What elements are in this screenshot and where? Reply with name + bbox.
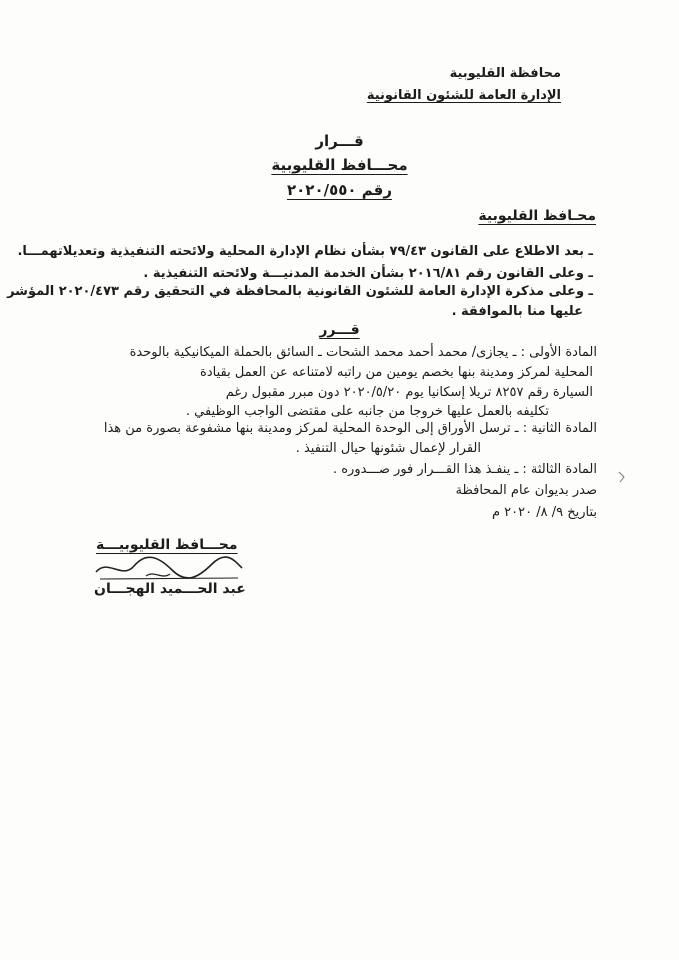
article-first-line-1: المادة الأولى : ـ يجازى/ محمد أحمد محمد الشحات ـ السائق بالحملة الميكانيكية بالوحدة — [129, 345, 597, 360]
signature-name: عبد الحـــميد الهجـــان — [94, 581, 246, 597]
decree-issuer: محـــافظ القليوبية — [271, 156, 408, 174]
preamble-line-2: ـ وعلى القانون رقم ٢٠١٦/٨١ بشأن الخدمة المدنيـــة ولائحته التنفيذية . — [143, 266, 593, 281]
header-department: الإدارة العامة للشئون القانونية — [366, 88, 561, 103]
header-governorate: محافظة القليوبية — [449, 66, 561, 81]
article-third: المادة الثالثة : ـ ينفـذ هذا القـــرار فور صـــدوره . — [332, 462, 597, 477]
signature-title: محـــافظ القليوبيـــة — [96, 537, 238, 553]
article-first-line-2: المحلية لمركز ومدينة بنها بخصم يومين من راتبه لامتناعه عن العمل بقيادة — [200, 365, 593, 380]
handwritten-signature — [88, 552, 248, 584]
decision-heading: قـــرر — [319, 322, 360, 338]
issued-date: بتاريخ ٩/ ٨/ ٢٠٢٠ م — [491, 505, 597, 520]
issued-at: صدر بديوان عام المحافظة — [455, 483, 597, 498]
article-second-line-2: القرار لإعمال شئونها حيال التنفيذ . — [295, 441, 481, 456]
article-first-line-4: تكليفه بالعمل عليها خروجا من جانبه على مقتضى الواجب الوظيفي . — [185, 404, 549, 419]
article-first-line-3: السيارة رقم ٨٢٥٧ تريلا إسكانيا يوم ٢٠٢٠/٥/٢٠ دون مبرر مقبول رغم — [225, 385, 593, 400]
decree-number: رقم ٢٠٢٠/٥٥٠ — [286, 181, 393, 199]
preamble-line-4: عليها منا بالموافقة . — [451, 304, 583, 319]
margin-mark-icon — [616, 470, 628, 484]
addressee: محـافظ القليوبية — [478, 208, 596, 224]
preamble-line-3: ـ وعلى مذكرة الإدارة العامة للشئون القانونية بالمحافظة في التحقيق رقم ٢٠٢٠/٤٧٣ المؤشر — [7, 284, 593, 299]
decree-title: قـــرار — [315, 132, 364, 150]
article-second-line-1: المادة الثانية : ـ ترسل الأوراق إلى الوحدة المحلية لمركز ومدينة بنها مشفوعة بصورة من هذا — [103, 421, 597, 436]
preamble-line-1: ـ بعد الاطلاع على القانون ٧٩/٤٣ بشأن نظام الإدارة المحلية ولائحته التنفيذية وتعديلاتهمـــا. — [17, 244, 593, 259]
